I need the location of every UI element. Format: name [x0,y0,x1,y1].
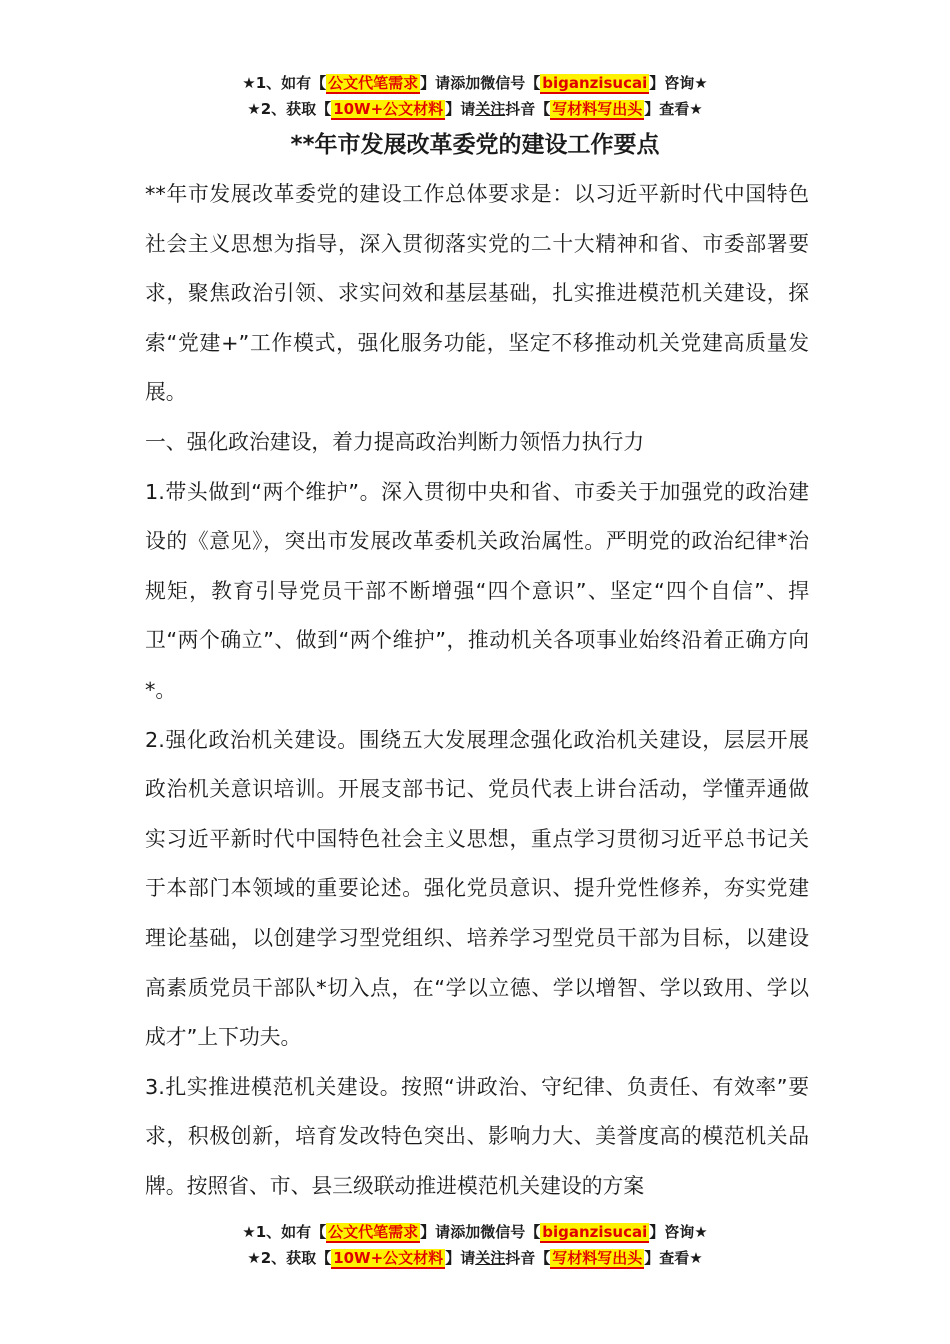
promo-text: 添加 [450,1223,481,1241]
promo-line-2 [0,1245,950,1271]
promo-text: ★2、获取【 [247,100,332,118]
promo-banner-top [0,70,950,122]
promo-text: ★1、如有【 [242,74,327,92]
promo-text: 】请 [445,1249,476,1267]
promo-line-2 [0,96,950,122]
promo-text: 】请 [445,100,476,118]
promo-text: 关注 [475,100,506,118]
paragraph-item-1: 1.带头做到“两个维护”。深入贯彻中央和省、市委关于加强党的政治建设的《意见》，突出市发展改革委机关政治属性。严明党的政治纪律*治规矩，教育引导党员干部不断增强“四个意识”、坚定“四个自信”、捍卫“两个确立”、做到“两个维护”，推动机关各项事业始终沿着正确方向*。 [145,479,809,702]
promo-text: 】查看★ [644,100,703,118]
promo-highlight: 公文代笔需求 [328,1223,419,1241]
promo-text: 】请 [420,1223,451,1241]
document-title: **年市发展改革委党的建设工作要点 [290,132,660,158]
promo-text: 关注 [475,1249,506,1267]
promo-text: 】咨询★ [649,1223,708,1241]
promo-text: 】请 [420,74,451,92]
paragraph-item-2: 2.强化政治机关建设。围绕五大发展理念强化政治机关建设，层层开展政治机关意识培训。开展支部书记、党员代表上讲台活动，学懂弄通做实习近平新时代中国特色社会主义思想，重点学习贯彻习近平总书记关于本部门本领域的重要论述。强化党员意识、提升党性修养，夯实党建理论基础，以创建学习型党组织、培养学习型党员干部为目标，以建设高素质党员干部队*切入点，在“学以立德、学以增智、学以致用、学以成才”上下功夫。 [145,727,809,1050]
promo-highlight: 公文代笔需求 [328,74,419,92]
document-body [145,170,809,1211]
promo-text: 添加 [450,74,481,92]
promo-text: 抖音【 [505,1249,551,1267]
promo-text: 抖音【 [505,100,551,118]
promo-line-1 [0,70,950,96]
promo-highlight: biganzisucai [542,74,648,92]
promo-text: ★2、获取【 [247,1249,332,1267]
paragraph-intro: **年市发展改革委党的建设工作总体要求是：以习近平新时代中国特色社会主义思想为指导，深入贯彻落实党的二十大精神和省、市委部署要求，聚焦政治引领、求实问效和基层基础，扎实推进模范机关建设，探索“党建+”工作模式，强化服务功能，坚定不移推动机关党建高质量发展。 [145,182,809,405]
promo-highlight: 写材料写出头 [552,1249,643,1267]
promo-highlight: biganzisucai [542,1223,648,1241]
promo-highlight: 10W+公文材料 [333,1249,444,1267]
promo-line-1 [0,1219,950,1245]
promo-highlight: 写材料写出头 [552,100,643,118]
promo-banner-bottom [0,1219,950,1271]
promo-text: 】咨询★ [649,74,708,92]
promo-text: 微信号【 [480,74,541,92]
promo-highlight: 10W+公文材料 [333,100,444,118]
promo-text: 】查看★ [644,1249,703,1267]
section-heading: 一、强化政治建设，着力提高政治判断力领悟力执行力 [145,429,645,454]
paragraph-item-3: 3.扎实推进模范机关建设。按照“讲政治、守纪律、负责任、有效率”要求，积极创新，培育发改特色突出、影响力大、美誉度高的模范机关品牌。按照省、市、县三级联动推进模范机关建设的方案 [145,1074,809,1198]
promo-text: 微信号【 [480,1223,541,1241]
promo-text: ★1、如有【 [242,1223,327,1241]
